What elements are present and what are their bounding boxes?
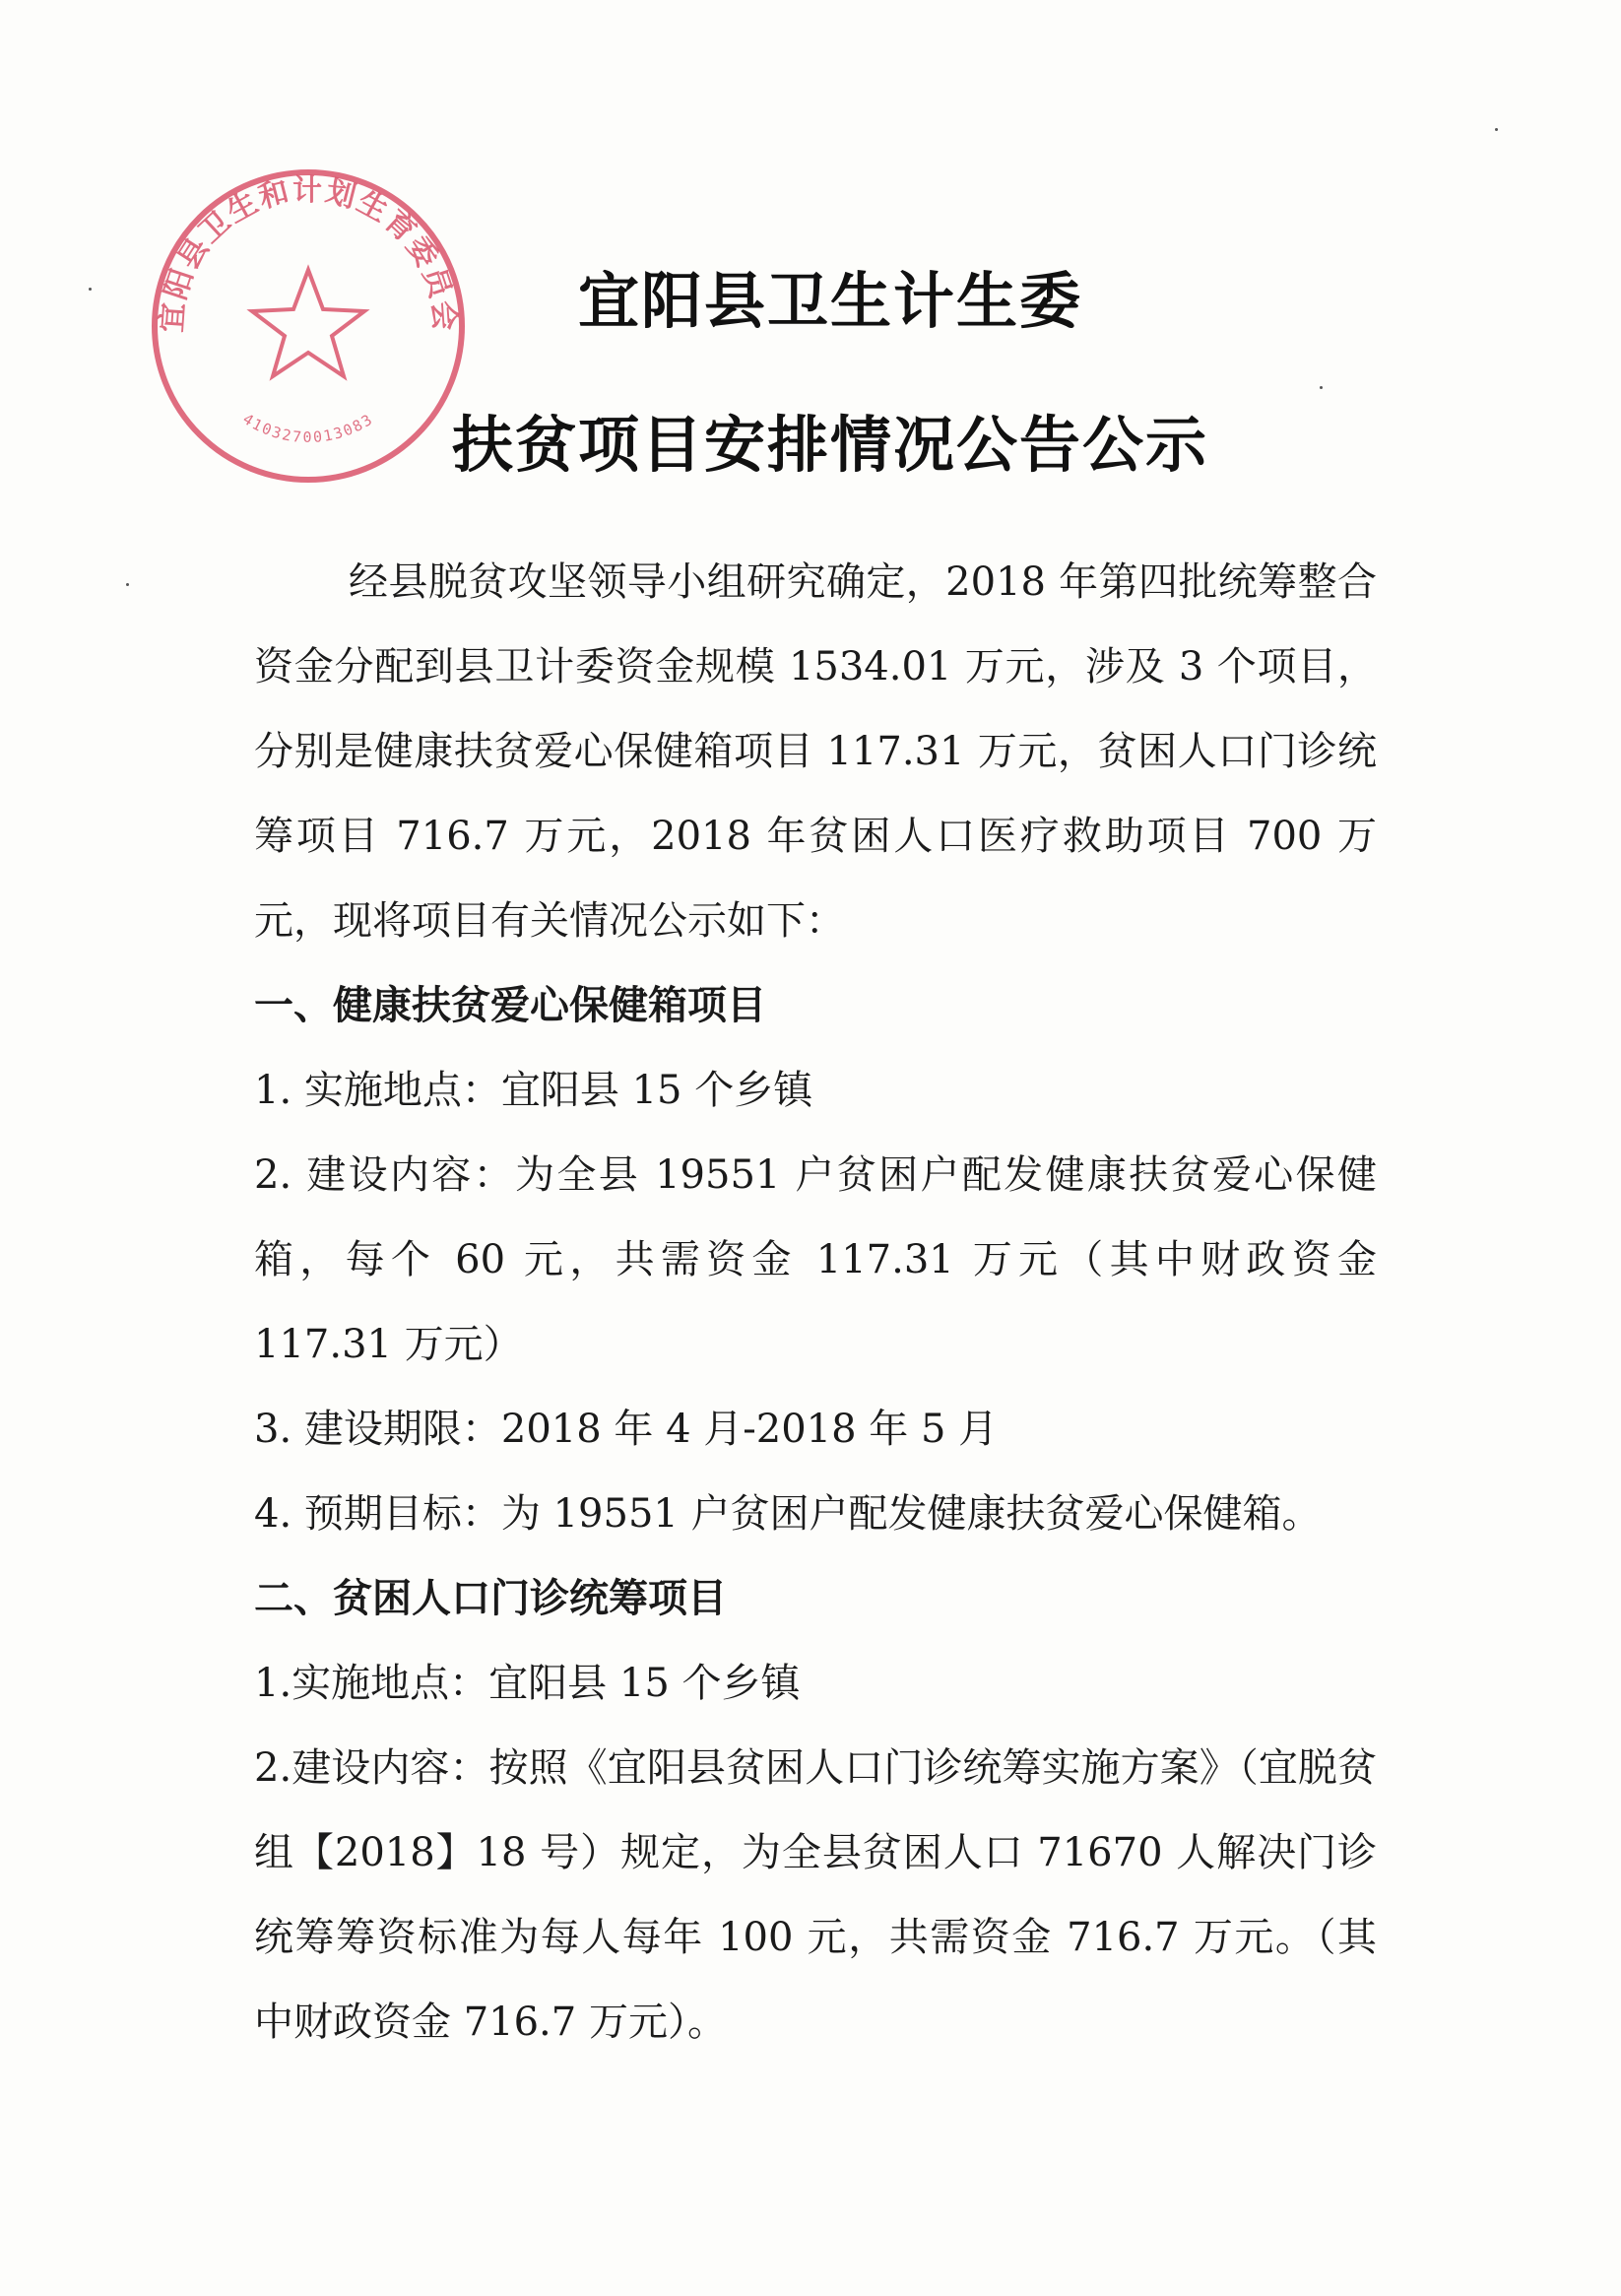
document-title-line2: 扶贫项目安排情况公告公示 (451, 409, 1208, 481)
section-2-item-2: 2.建设内容：按照《宜阳县贫困人口门诊统筹实施方案》（宜脱贫组【2018】18 号）规定，为全县贫困人口 71670 人解决门诊统筹筹资标准为每人每年 100 元，共需资金 716.7 万元。（其中财政资金 716.7 万元）。 (254, 1745, 1377, 2045)
seal-organization-text: 宜阳县卫生和计划生育委员会 (155, 173, 462, 334)
section-1-item-3: 3. 建设期限：2018 年 4 月-2018 年 5 月 (254, 1407, 999, 1452)
document-body (254, 540, 1377, 2065)
section-1-item-1: 1. 实施地点：宜阳县 15 个乡镇 (254, 1068, 813, 1113)
section-1-item-2: 2. 建设内容：为全县 19551 户贫困户配发健康扶贫爱心保健箱，每个 60 元，共需资金 117.31 万元（其中财政资金 117.31 万元） (254, 1152, 1377, 1367)
section-1-item-4: 4. 预期目标：为 19551 户贫困户配发健康扶贫爱心保健箱。 (254, 1491, 1322, 1537)
section-2-item-1: 1.实施地点：宜阳县 15 个乡镇 (254, 1661, 801, 1706)
section-2-heading: 二、贫困人口门诊统筹项目 (254, 1576, 727, 1621)
scan-speck (89, 288, 92, 291)
scan-speck (126, 583, 129, 586)
section-1-heading: 一、健康扶贫爱心保健箱项目 (254, 983, 766, 1028)
intro-paragraph: 经县脱贫攻坚领导小组研究确定，2018 年第四批统筹整合资金分配到县卫计委资金规模 1534.01 万元，涉及 3 个项目，分别是健康扶贫爱心保健箱项目 117.31 万元，贫困人口门诊统筹项目 716.7 万元，2018 年贫困人口医疗救助项目 700 万元，现将项目有关情况公示如下： (254, 559, 1377, 944)
document-title-line1: 宜阳县卫生计生委 (577, 265, 1082, 337)
scan-speck (1495, 128, 1498, 131)
seal-code-text: 4103270013083 (239, 410, 377, 446)
scan-speck (1320, 386, 1323, 389)
